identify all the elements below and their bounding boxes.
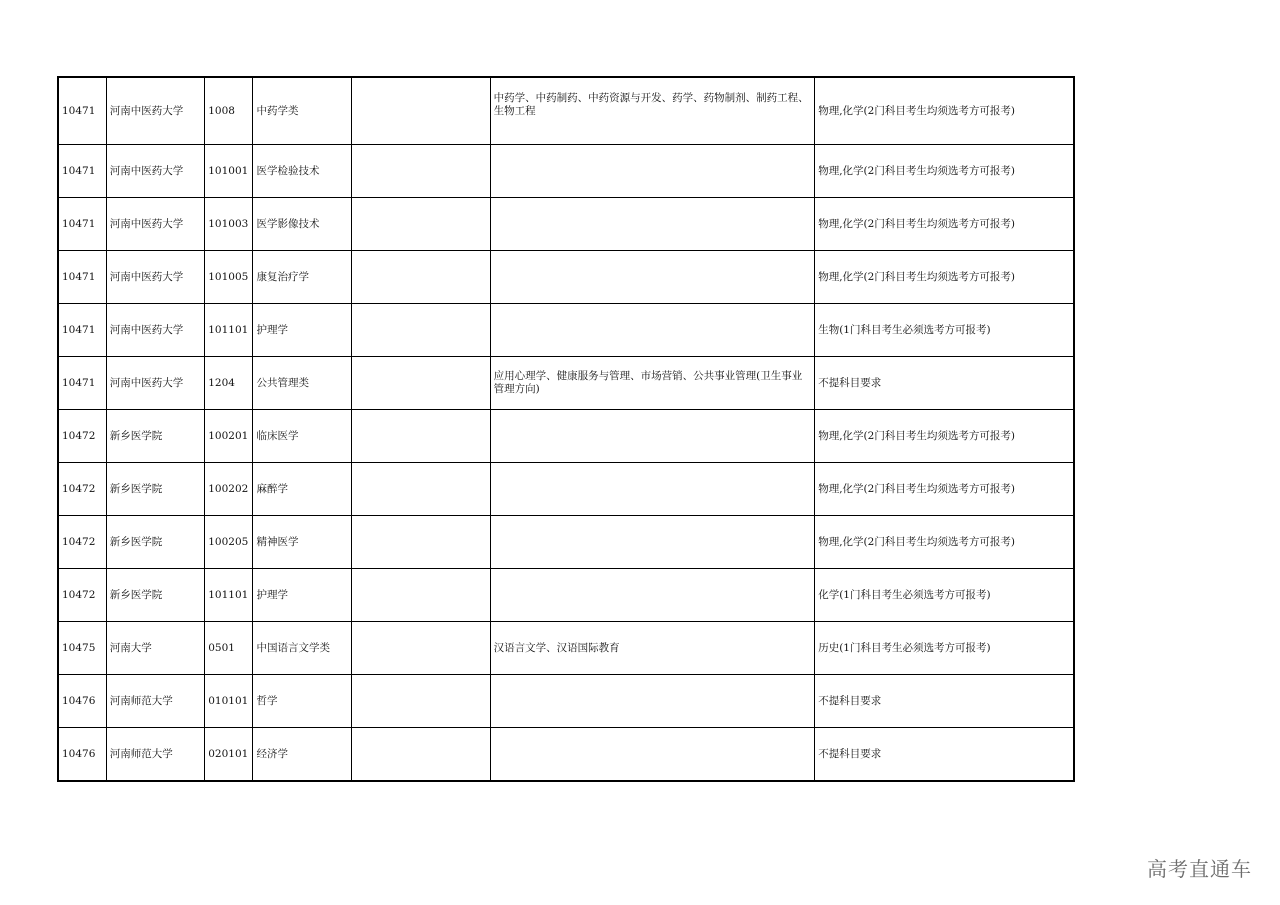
major-code-cell: 020101 bbox=[205, 728, 253, 782]
empty-cell bbox=[351, 463, 490, 516]
table-row bbox=[58, 357, 1074, 410]
table-row bbox=[58, 304, 1074, 357]
subject-requirement-cell: 物理,化学(2门科目考生均须选考方可报考) bbox=[815, 463, 1074, 516]
table-row bbox=[58, 77, 1074, 145]
school-code-cell: 10471 bbox=[58, 304, 106, 357]
major-name-cell: 中药学类 bbox=[253, 77, 351, 145]
included-majors-cell: 中药学、中药制药、中药资源与开发、药学、药物制剂、制药工程、生物工程 bbox=[490, 77, 815, 145]
school-name-cell: 河南中医药大学 bbox=[106, 145, 204, 198]
empty-cell bbox=[351, 622, 490, 675]
major-code-cell: 100201 bbox=[205, 410, 253, 463]
included-majors-cell bbox=[490, 675, 815, 728]
empty-cell bbox=[351, 304, 490, 357]
school-code-cell: 10476 bbox=[58, 728, 106, 782]
major-name-cell: 护理学 bbox=[253, 304, 351, 357]
school-code-cell: 10471 bbox=[58, 251, 106, 304]
school-code-cell: 10476 bbox=[58, 675, 106, 728]
school-code-cell: 10475 bbox=[58, 622, 106, 675]
school-name-cell: 河南师范大学 bbox=[106, 675, 204, 728]
school-code-cell: 10472 bbox=[58, 410, 106, 463]
empty-cell bbox=[351, 728, 490, 782]
empty-cell bbox=[351, 77, 490, 145]
admission-requirements-table bbox=[57, 76, 1075, 782]
school-name-cell: 新乡医学院 bbox=[106, 410, 204, 463]
school-code-cell: 10471 bbox=[58, 145, 106, 198]
subject-requirement-cell: 不提科目要求 bbox=[815, 357, 1074, 410]
major-code-cell: 0501 bbox=[205, 622, 253, 675]
subject-requirement-cell: 历史(1门科目考生必须选考方可报考) bbox=[815, 622, 1074, 675]
major-code-cell: 1008 bbox=[205, 77, 253, 145]
empty-cell bbox=[351, 251, 490, 304]
major-name-cell: 经济学 bbox=[253, 728, 351, 782]
included-majors-cell bbox=[490, 198, 815, 251]
empty-cell bbox=[351, 357, 490, 410]
school-code-cell: 10472 bbox=[58, 463, 106, 516]
table-body bbox=[58, 77, 1074, 781]
watermark-text: 高考直通车 bbox=[1147, 857, 1252, 881]
major-name-cell: 医学检验技术 bbox=[253, 145, 351, 198]
subject-requirement-cell: 物理,化学(2门科目考生均须选考方可报考) bbox=[815, 77, 1074, 145]
table-row bbox=[58, 410, 1074, 463]
included-majors-cell: 汉语言文学、汉语国际教育 bbox=[490, 622, 815, 675]
included-majors-cell bbox=[490, 463, 815, 516]
major-name-cell: 精神医学 bbox=[253, 516, 351, 569]
included-majors-cell bbox=[490, 304, 815, 357]
table-row bbox=[58, 675, 1074, 728]
school-name-cell: 河南中医药大学 bbox=[106, 304, 204, 357]
table-row bbox=[58, 728, 1074, 782]
empty-cell bbox=[351, 198, 490, 251]
table-row bbox=[58, 463, 1074, 516]
school-name-cell: 河南大学 bbox=[106, 622, 204, 675]
subject-requirement-cell: 物理,化学(2门科目考生均须选考方可报考) bbox=[815, 145, 1074, 198]
subject-requirement-cell: 物理,化学(2门科目考生均须选考方可报考) bbox=[815, 516, 1074, 569]
subject-requirement-cell: 化学(1门科目考生必须选考方可报考) bbox=[815, 569, 1074, 622]
major-code-cell: 010101 bbox=[205, 675, 253, 728]
major-name-cell: 麻醉学 bbox=[253, 463, 351, 516]
school-name-cell: 新乡医学院 bbox=[106, 516, 204, 569]
subject-requirement-cell: 不提科目要求 bbox=[815, 675, 1074, 728]
major-name-cell: 康复治疗学 bbox=[253, 251, 351, 304]
subject-requirement-cell: 生物(1门科目考生必须选考方可报考) bbox=[815, 304, 1074, 357]
table-row bbox=[58, 198, 1074, 251]
major-code-cell: 101101 bbox=[205, 569, 253, 622]
school-name-cell: 河南中医药大学 bbox=[106, 357, 204, 410]
major-code-cell: 1204 bbox=[205, 357, 253, 410]
empty-cell bbox=[351, 569, 490, 622]
school-name-cell: 河南中医药大学 bbox=[106, 251, 204, 304]
included-majors-cell: 应用心理学、健康服务与管理、市场营销、公共事业管理(卫生事业管理方向) bbox=[490, 357, 815, 410]
empty-cell bbox=[351, 516, 490, 569]
school-name-cell: 河南中医药大学 bbox=[106, 198, 204, 251]
subject-requirement-cell: 物理,化学(2门科目考生均须选考方可报考) bbox=[815, 198, 1074, 251]
school-code-cell: 10471 bbox=[58, 77, 106, 145]
empty-cell bbox=[351, 675, 490, 728]
major-name-cell: 中国语言文学类 bbox=[253, 622, 351, 675]
table-row bbox=[58, 622, 1074, 675]
table-row bbox=[58, 516, 1074, 569]
included-majors-cell bbox=[490, 516, 815, 569]
school-code-cell: 10471 bbox=[58, 198, 106, 251]
included-majors-cell bbox=[490, 728, 815, 782]
subject-requirement-cell: 不提科目要求 bbox=[815, 728, 1074, 782]
major-name-cell: 哲学 bbox=[253, 675, 351, 728]
major-name-cell: 医学影像技术 bbox=[253, 198, 351, 251]
included-majors-cell bbox=[490, 569, 815, 622]
subject-requirement-cell: 物理,化学(2门科目考生均须选考方可报考) bbox=[815, 251, 1074, 304]
major-code-cell: 100202 bbox=[205, 463, 253, 516]
included-majors-cell bbox=[490, 145, 815, 198]
school-name-cell: 新乡医学院 bbox=[106, 569, 204, 622]
table-row bbox=[58, 251, 1074, 304]
school-name-cell: 河南中医药大学 bbox=[106, 77, 204, 145]
school-code-cell: 10472 bbox=[58, 569, 106, 622]
table-row bbox=[58, 569, 1074, 622]
major-name-cell: 护理学 bbox=[253, 569, 351, 622]
empty-cell bbox=[351, 145, 490, 198]
major-code-cell: 101101 bbox=[205, 304, 253, 357]
school-code-cell: 10472 bbox=[58, 516, 106, 569]
included-majors-cell bbox=[490, 410, 815, 463]
school-name-cell: 新乡医学院 bbox=[106, 463, 204, 516]
subject-requirement-cell: 物理,化学(2门科目考生均须选考方可报考) bbox=[815, 410, 1074, 463]
school-code-cell: 10471 bbox=[58, 357, 106, 410]
major-name-cell: 公共管理类 bbox=[253, 357, 351, 410]
school-name-cell: 河南师范大学 bbox=[106, 728, 204, 782]
included-majors-cell bbox=[490, 251, 815, 304]
major-code-cell: 100205 bbox=[205, 516, 253, 569]
major-code-cell: 101001 bbox=[205, 145, 253, 198]
major-code-cell: 101005 bbox=[205, 251, 253, 304]
major-code-cell: 101003 bbox=[205, 198, 253, 251]
major-name-cell: 临床医学 bbox=[253, 410, 351, 463]
empty-cell bbox=[351, 410, 490, 463]
table-row bbox=[58, 145, 1074, 198]
